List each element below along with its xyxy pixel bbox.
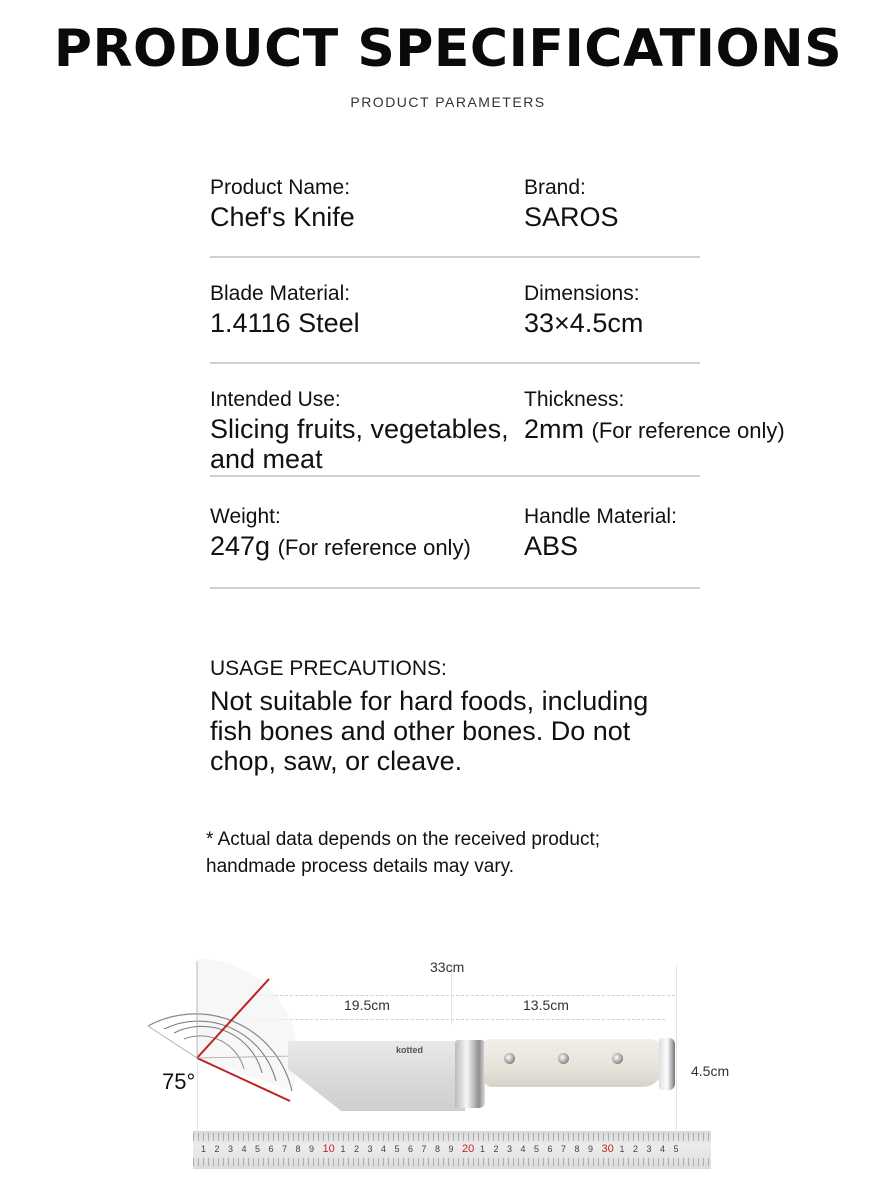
ruler-mark: 9 xyxy=(588,1144,594,1154)
knife-handle xyxy=(484,1039,664,1087)
ruler-mark: 5 xyxy=(394,1144,400,1154)
spec-dimensions xyxy=(524,280,824,338)
knife-butt-cap xyxy=(659,1038,675,1090)
spec-value: Chef's Knife xyxy=(210,202,355,232)
ruler-mark: 7 xyxy=(561,1144,567,1154)
ruler-mark: 8 xyxy=(435,1144,441,1154)
rivet-icon xyxy=(612,1053,623,1064)
spec-note: (For reference only) xyxy=(277,535,471,560)
spec-label: Brand: xyxy=(524,176,586,199)
spec-label: Handle Material: xyxy=(524,505,677,528)
dimension-guide-right xyxy=(676,965,677,1133)
ruler-numbers xyxy=(201,1143,711,1155)
ruler-ticks-top xyxy=(193,1133,711,1141)
ruler-mark: 9 xyxy=(448,1144,454,1154)
ruler-mark: 7 xyxy=(421,1144,427,1154)
knife-dimension-figure xyxy=(140,945,896,1185)
spec-value: Slicing fruits, vegetables, and meat xyxy=(210,414,509,474)
spec-value-wrap xyxy=(210,531,522,563)
spec-intended-use xyxy=(210,386,522,474)
knife-blade xyxy=(288,1041,465,1111)
ruler-mark: 2 xyxy=(493,1144,499,1154)
precautions-label: USAGE PRECAUTIONS: xyxy=(210,657,447,680)
total-length-line xyxy=(255,995,675,996)
blade-height-label: 4.5cm xyxy=(691,1063,730,1079)
spec-blade-material xyxy=(210,280,522,338)
page-subtitle: PRODUCT PARAMETERS xyxy=(350,94,546,110)
spec-label: Thickness: xyxy=(524,388,625,411)
spec-row xyxy=(210,258,700,364)
ruler-mark: 2 xyxy=(214,1144,220,1154)
ruler-mark: 1 xyxy=(201,1144,207,1154)
spec-label: Dimensions: xyxy=(524,282,640,305)
spec-product-name xyxy=(210,174,522,232)
blade-logo: kotted xyxy=(396,1045,423,1055)
ruler-mark: 5 xyxy=(255,1144,261,1154)
blade-length-label: 19.5cm xyxy=(344,997,390,1013)
ruler-mark: 4 xyxy=(520,1144,526,1154)
ruler-mark: 9 xyxy=(309,1144,315,1154)
spec-label: Blade Material: xyxy=(210,282,351,305)
ruler-mark: 6 xyxy=(268,1144,274,1154)
spec-table xyxy=(210,174,785,589)
spec-value: 247g xyxy=(210,531,271,561)
ruler-mark: 3 xyxy=(507,1144,513,1154)
ruler-mark: 2 xyxy=(633,1144,639,1154)
ruler-mark: 20 xyxy=(462,1143,475,1155)
disclaimer-line-1: * Actual data depends on the received product; xyxy=(206,829,600,850)
part-length-line xyxy=(255,1019,665,1020)
ruler-mark: 2 xyxy=(354,1144,360,1154)
ruler-mark: 3 xyxy=(367,1144,373,1154)
handle-length-label: 13.5cm xyxy=(523,997,569,1013)
ruler-mark: 8 xyxy=(574,1144,580,1154)
spec-value: ABS xyxy=(524,531,579,561)
spec-weight xyxy=(210,503,522,563)
precautions-text: Not suitable for hard foods, including fish bones and other bones. Do not chop, saw, or cleave. xyxy=(210,686,649,776)
ruler-mark: 3 xyxy=(228,1144,234,1154)
edge-angle-label: 75° xyxy=(162,1069,196,1094)
spec-thickness xyxy=(524,386,824,446)
spec-label: Intended Use: xyxy=(210,388,341,411)
spec-value-wrap xyxy=(524,414,824,446)
ruler-mark: 7 xyxy=(282,1144,288,1154)
ruler-mark: 5 xyxy=(673,1144,679,1154)
usage-precautions xyxy=(210,655,690,776)
ruler-mark: 1 xyxy=(619,1144,625,1154)
spec-brand xyxy=(524,174,824,232)
disclaimer-line-2: handmade process details may vary. xyxy=(206,856,515,877)
ruler-mark: 1 xyxy=(480,1144,486,1154)
spec-note: (For reference only) xyxy=(591,418,785,443)
spec-value: 2mm xyxy=(524,414,584,444)
disclaimer xyxy=(206,826,706,880)
spec-handle-material xyxy=(524,503,824,561)
spec-row xyxy=(210,174,700,258)
ruler-mark: 10 xyxy=(322,1143,335,1155)
rivet-icon xyxy=(558,1053,569,1064)
ruler-mark: 4 xyxy=(381,1144,387,1154)
spec-label: Weight: xyxy=(210,505,281,528)
spec-label: Product Name: xyxy=(210,176,351,199)
spec-value: 33×4.5cm xyxy=(524,308,644,338)
knife-bolster xyxy=(455,1040,485,1108)
page-title: PRODUCT SPECIFICATIONS xyxy=(53,19,843,79)
ruler xyxy=(193,1131,711,1169)
ruler-mark: 1 xyxy=(340,1144,346,1154)
rivet-icon xyxy=(504,1053,515,1064)
ruler-mark: 8 xyxy=(295,1144,301,1154)
total-length-label: 33cm xyxy=(430,959,465,975)
spec-value: SAROS xyxy=(524,202,619,232)
ruler-mark: 6 xyxy=(408,1144,414,1154)
ruler-mark: 30 xyxy=(601,1143,614,1155)
ruler-mark: 3 xyxy=(646,1144,652,1154)
protractor-icon xyxy=(144,951,304,1121)
ruler-mark: 5 xyxy=(534,1144,540,1154)
spec-row xyxy=(210,364,785,477)
ruler-mark: 6 xyxy=(547,1144,553,1154)
spec-row xyxy=(210,477,700,589)
ruler-ticks-bottom xyxy=(193,1158,711,1166)
spec-value: 1.4116 Steel xyxy=(210,308,360,338)
ruler-mark: 4 xyxy=(241,1144,247,1154)
ruler-mark: 4 xyxy=(660,1144,666,1154)
